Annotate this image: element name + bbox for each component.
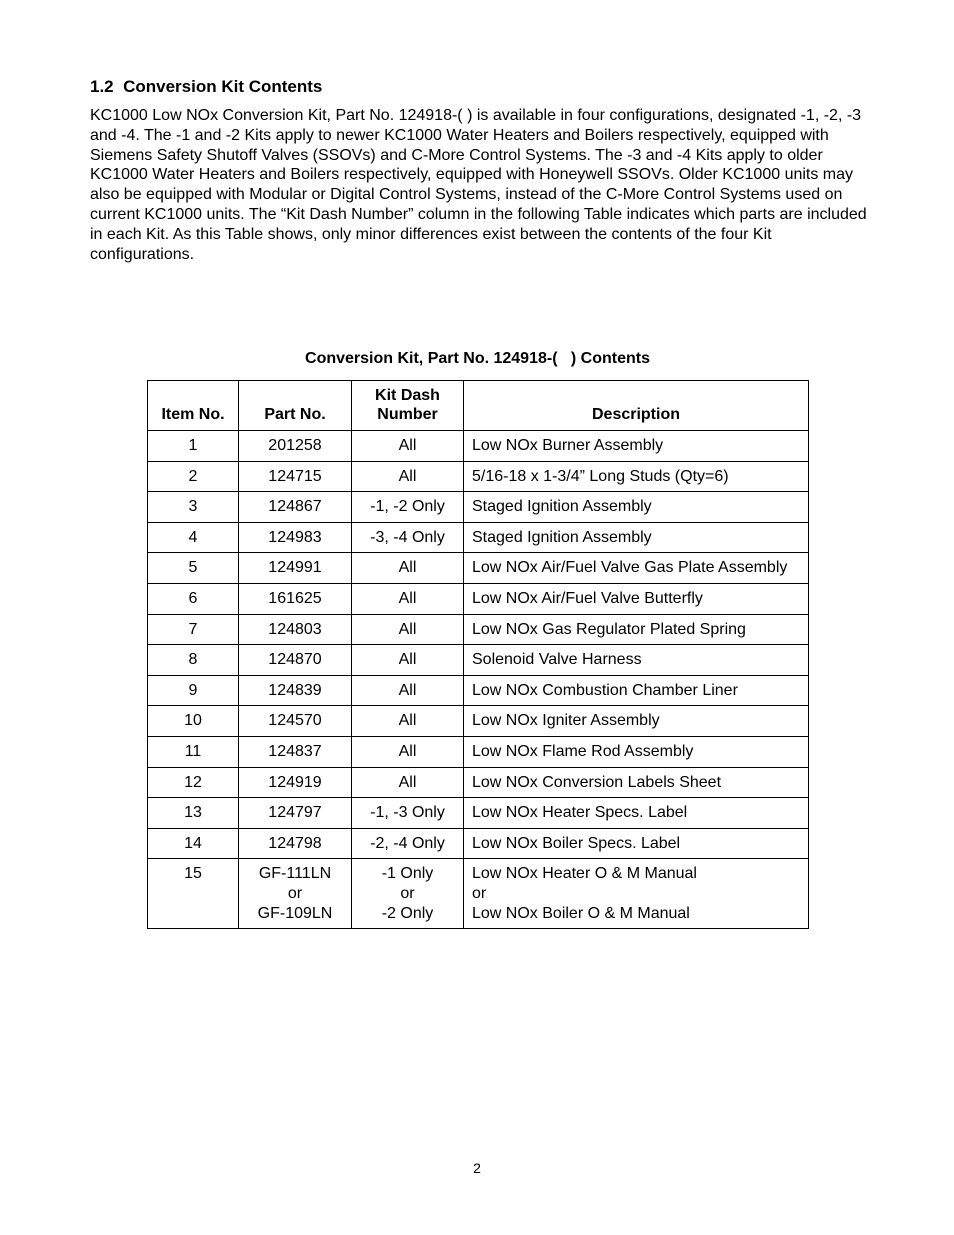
cell-item-no: 4	[148, 522, 239, 553]
table-row	[148, 645, 809, 676]
cell-part-no: 124798	[239, 828, 352, 859]
table-row	[148, 492, 809, 523]
cell-part-no: 124797	[239, 798, 352, 829]
cell-description: Low NOx Boiler Specs. Label	[464, 828, 809, 859]
table-row	[148, 431, 809, 462]
cell-kit-dash-number: All	[352, 553, 464, 584]
cell-part-no: 124803	[239, 614, 352, 645]
cell-description-line: Low NOx Heater O & M Manual	[472, 865, 697, 883]
cell-part-no-line: GF-111LN	[258, 865, 332, 883]
cell-description	[464, 859, 809, 929]
cell-description: Solenoid Valve Harness	[464, 645, 809, 676]
cell-description: Low NOx Heater Specs. Label	[464, 798, 809, 829]
cell-part-no: 124870	[239, 645, 352, 676]
cell-description: Low NOx Flame Rod Assembly	[464, 736, 809, 767]
cell-item-no: 7	[148, 614, 239, 645]
table-row	[148, 767, 809, 798]
conversion-kit-table	[147, 380, 809, 929]
cell-kit-dash-number: All	[352, 767, 464, 798]
cell-description: 5/16-18 x 1-3/4” Long Studs (Qty=6)	[464, 461, 809, 492]
cell-item-no: 12	[148, 767, 239, 798]
table-row	[148, 583, 809, 614]
cell-kit-dash-number-line: -2 Only	[381, 904, 434, 922]
cell-description: Low NOx Conversion Labels Sheet	[464, 767, 809, 798]
section-heading: 1.2 Conversion Kit Contents	[90, 77, 323, 96]
cell-item-no: 6	[148, 583, 239, 614]
header-part-no: Part No.	[239, 381, 352, 431]
header-kit-dash-line1: Kit Dash	[375, 386, 440, 404]
cell-part-no: 124570	[239, 706, 352, 737]
cell-item-no: 15	[148, 859, 239, 929]
cell-part-no: 161625	[239, 583, 352, 614]
table-row	[148, 828, 809, 859]
cell-description-line: Low NOx Boiler O & M Manual	[472, 904, 690, 922]
table-row	[148, 522, 809, 553]
table-caption: Conversion Kit, Part No. 124918-( ) Contents	[305, 350, 650, 367]
cell-part-no-line: or	[287, 884, 303, 902]
cell-description: Low NOx Gas Regulator Plated Spring	[464, 614, 809, 645]
cell-description: Low NOx Combustion Chamber Liner	[464, 675, 809, 706]
header-kit-dash-line2: Number	[377, 406, 438, 424]
cell-part-no-line: GF-109LN	[257, 904, 333, 922]
cell-kit-dash-number: All	[352, 706, 464, 737]
cell-part-no: 124867	[239, 492, 352, 523]
cell-item-no: 11	[148, 736, 239, 767]
cell-description: Staged Ignition Assembly	[464, 492, 809, 523]
cell-kit-dash-number: -2, -4 Only	[352, 828, 464, 859]
table-row	[148, 859, 809, 929]
cell-kit-dash-number: All	[352, 614, 464, 645]
cell-part-no: 124715	[239, 461, 352, 492]
cell-item-no: 14	[148, 828, 239, 859]
cell-kit-dash-number: -3, -4 Only	[352, 522, 464, 553]
header-description: Description	[464, 381, 809, 431]
header-item-no: Item No.	[148, 381, 239, 431]
page-number: 2	[473, 1160, 481, 1176]
cell-item-no: 3	[148, 492, 239, 523]
cell-item-no: 10	[148, 706, 239, 737]
cell-part-no: 124837	[239, 736, 352, 767]
cell-kit-dash-number: All	[352, 583, 464, 614]
cell-kit-dash-number	[352, 859, 464, 929]
cell-description: Low NOx Air/Fuel Valve Butterfly	[464, 583, 809, 614]
cell-kit-dash-number: All	[352, 645, 464, 676]
table-row	[148, 614, 809, 645]
table-row	[148, 798, 809, 829]
table-row	[148, 461, 809, 492]
cell-kit-dash-number-line: -1 Only	[381, 865, 434, 883]
cell-kit-dash-number: -1, -2 Only	[352, 492, 464, 523]
cell-part-no: 124839	[239, 675, 352, 706]
cell-kit-dash-number: All	[352, 736, 464, 767]
table-row	[148, 706, 809, 737]
cell-item-no: 2	[148, 461, 239, 492]
cell-description-line: or	[472, 884, 487, 902]
cell-kit-dash-number: All	[352, 431, 464, 462]
cell-description: Low NOx Igniter Assembly	[464, 706, 809, 737]
cell-item-no: 9	[148, 675, 239, 706]
cell-kit-dash-number: All	[352, 675, 464, 706]
cell-description: Low NOx Burner Assembly	[464, 431, 809, 462]
cell-part-no: 201258	[239, 431, 352, 462]
intro-paragraph: KC1000 Low NOx Conversion Kit, Part No. 124918-( ) is available in four configurations, designated -1, -2, -3 and -4. The -1 and -2 Kits apply to newer KC1000 Water Heaters and Boilers respectively, equipped with Siemens Safety Shutoff Valves (SSOVs) and C-More Control Systems. The -3 and -4 Kits apply to older KC1000 Water Heaters and Boilers respectively, equipped with Honeywell SSOVs. Older KC1000 units may also be equipped with Modular or Digital Control Systems, instead of the C-More Control Systems used on current KC1000 units. The “Kit Dash Number” column in the following Table indicates which parts are included in each Kit. As this Table shows, only minor differences exist between the contents of the four Kit configurations.	[90, 107, 867, 263]
cell-item-no: 1	[148, 431, 239, 462]
table-row	[148, 553, 809, 584]
cell-description: Staged Ignition Assembly	[464, 522, 809, 553]
cell-kit-dash-number-line: or	[400, 884, 415, 902]
table-body	[148, 431, 809, 929]
table-header-row	[148, 381, 809, 431]
table-row	[148, 675, 809, 706]
cell-part-no	[239, 859, 352, 929]
cell-part-no: 124983	[239, 522, 352, 553]
cell-item-no: 8	[148, 645, 239, 676]
cell-item-no: 5	[148, 553, 239, 584]
cell-part-no: 124991	[239, 553, 352, 584]
cell-kit-dash-number: All	[352, 461, 464, 492]
cell-description: Low NOx Air/Fuel Valve Gas Plate Assembly	[464, 553, 809, 584]
header-kit-dash-number	[352, 381, 464, 431]
cell-kit-dash-number: -1, -3 Only	[352, 798, 464, 829]
table-row	[148, 736, 809, 767]
cell-item-no: 13	[148, 798, 239, 829]
cell-part-no: 124919	[239, 767, 352, 798]
